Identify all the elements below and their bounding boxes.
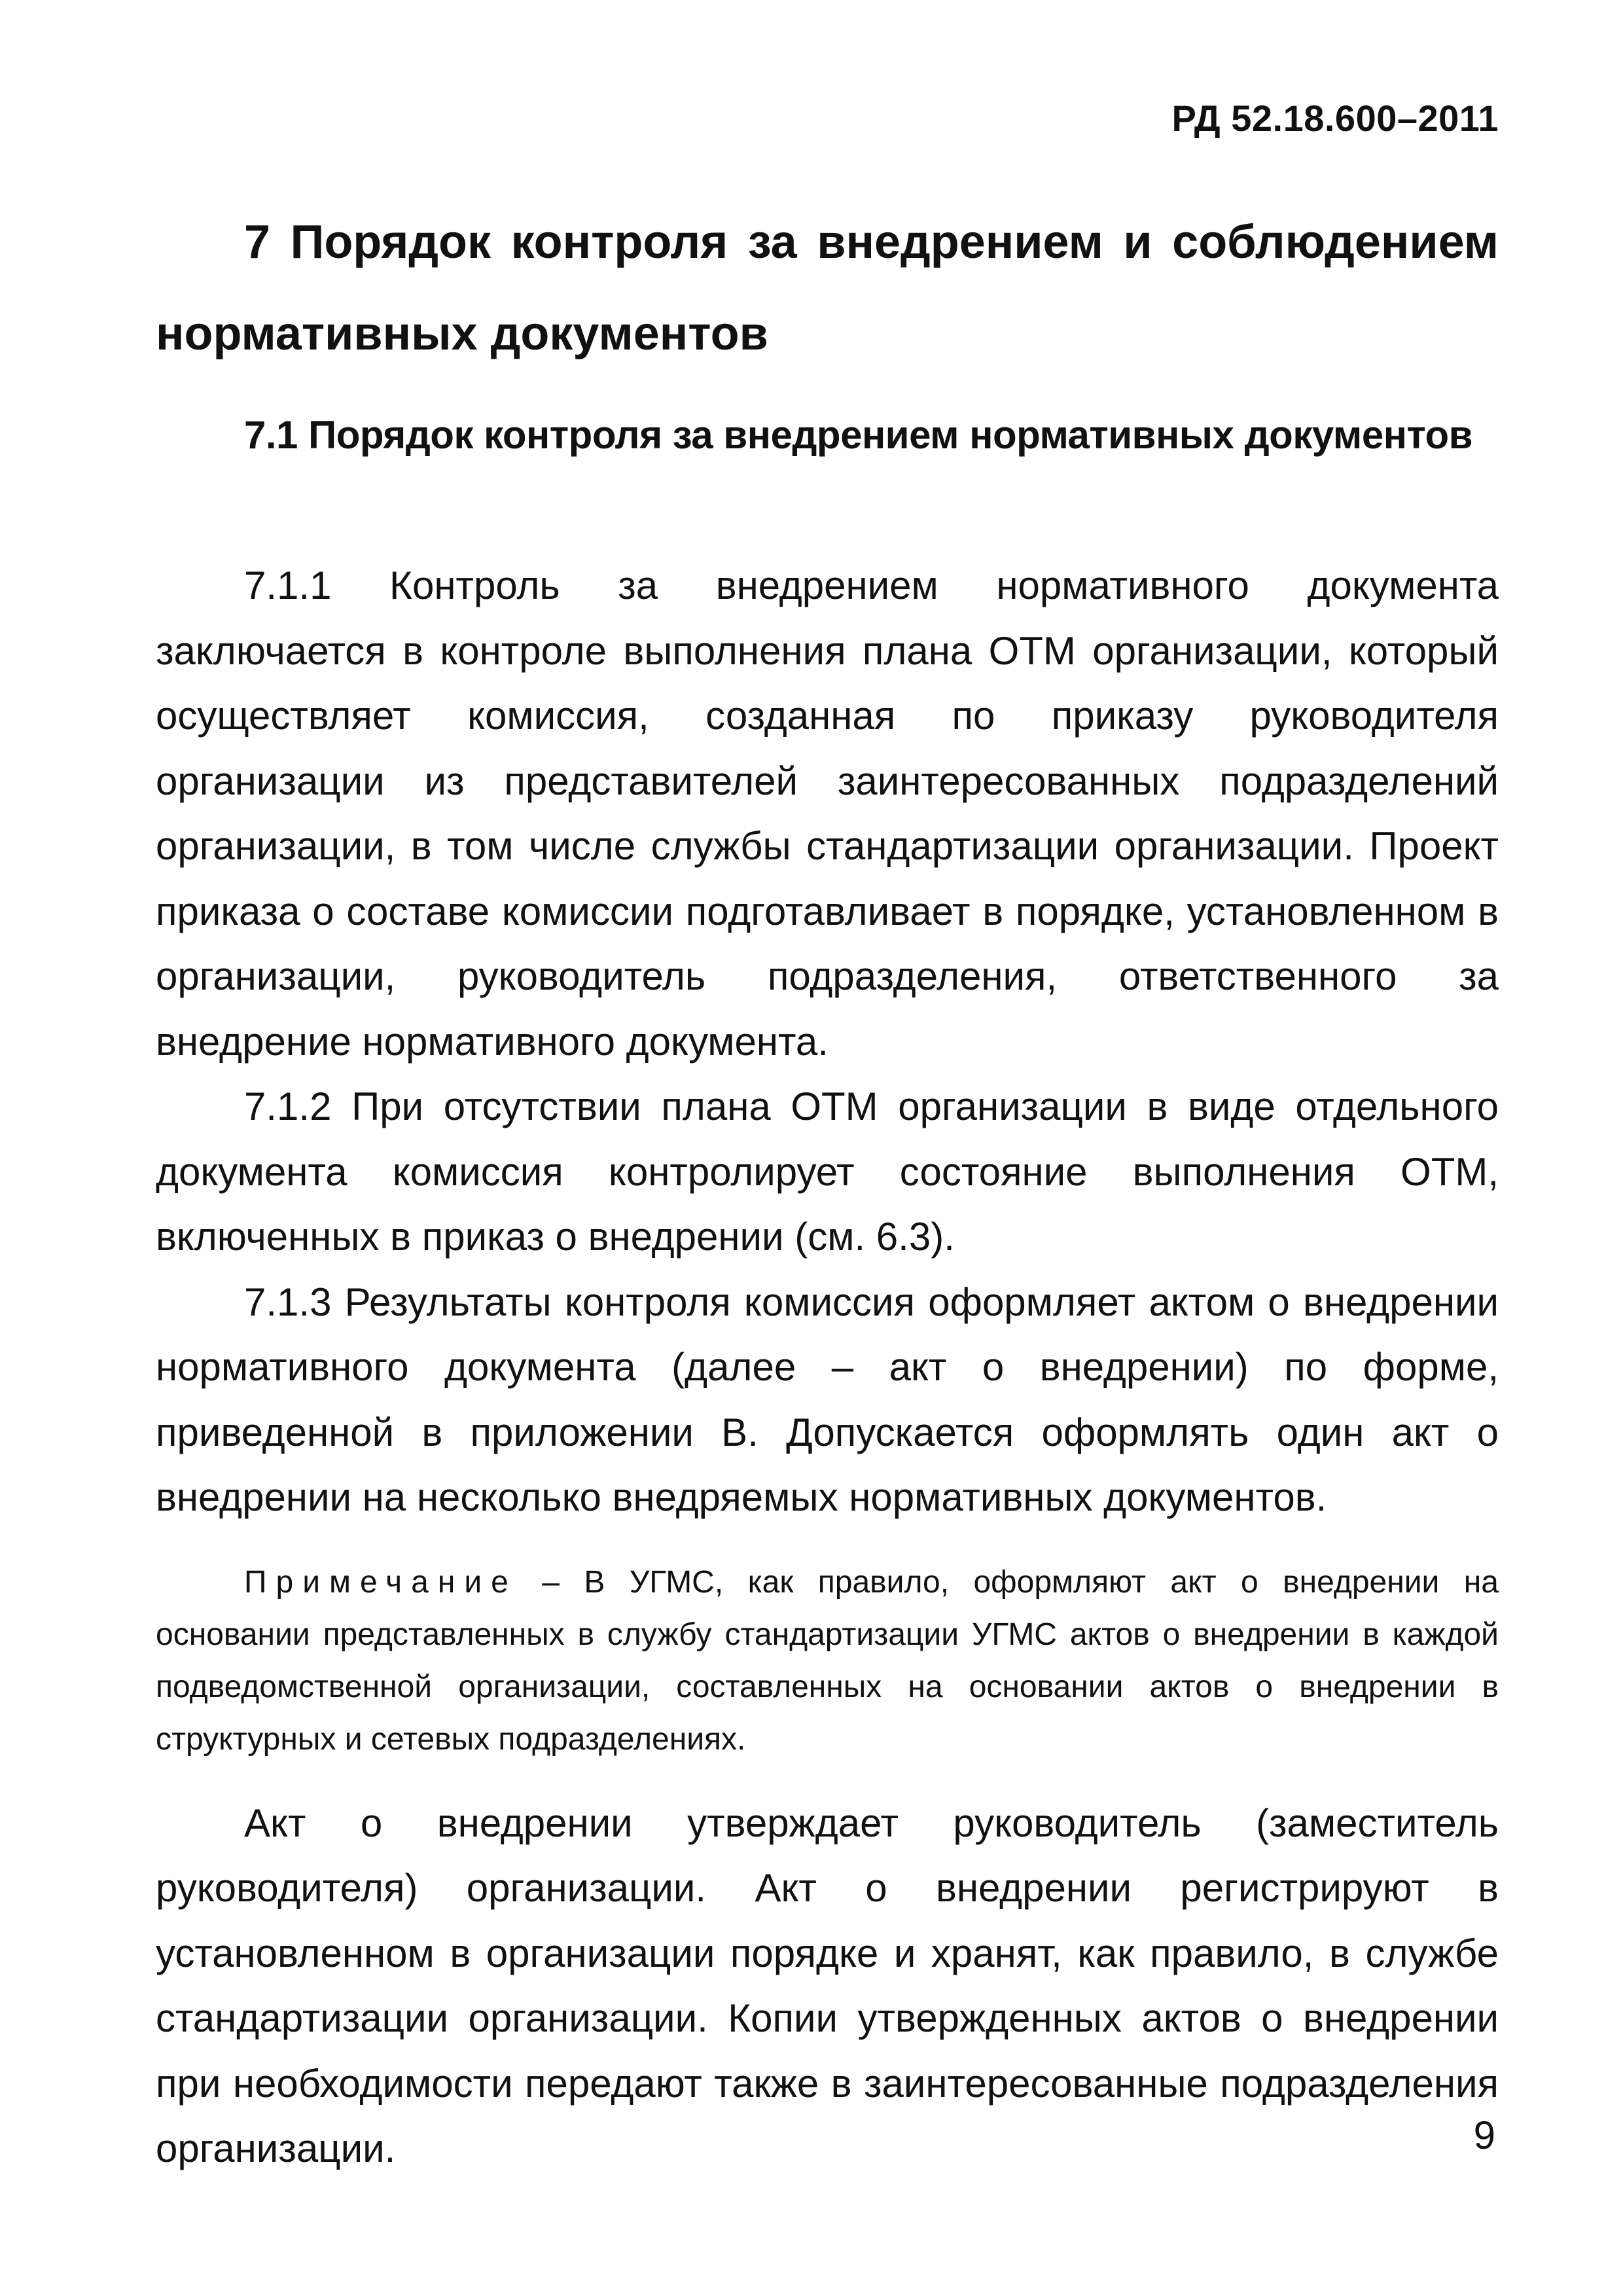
note-separator: – — [517, 1564, 584, 1600]
note — [156, 1556, 1499, 1766]
note-text: В УГМС, как правило, оформляют акт о внедрении на основании представленных в службу стандартизации УГМС актов о внедрении в каждой подведомственной организации, составленных на основании актов о внедрении в структурных и сетевых подразделениях. — [156, 1564, 1499, 1757]
paragraph-act-approval: Акт о внедрении утверждает руководитель (заместитель руководителя) организации. Акт о внедрении регистрируют в установленном в организации порядке и хранят, как правило, в службе стандартизации организации. Копии утвержденных актов о внедрении при необходимости передают также в заинтересованные подразделения организации. — [156, 1801, 1499, 2170]
note-label: Примечание — [244, 1564, 518, 1600]
document-code: РД 52.18.600–2011 — [1171, 98, 1499, 139]
paragraph-7-1-2: 7.1.2 При отсутствии плана ОТМ организации в виде отдельного документа комиссия контролирует состояние выполнения ОТМ, включенных в приказ о внедрении (см. 6.3). — [156, 1085, 1499, 1259]
section-title: 7 Порядок контроля за внедрением и соблюдением нормативных документов — [156, 216, 1499, 360]
page-number: 9 — [1473, 2113, 1495, 2157]
paragraph-7-1-1: 7.1.1 Контроль за внедрением нормативного документа заключается в контроле выполнения плана ОТМ организации, который осуществляет комиссия, созданная по приказу руководителя организации из представителей заинтересованных подразделений организации, в том числе службы стандартизации организации. Проект приказа о составе комиссии подготавливает в порядке, установленном в организации, руководитель подразделения, ответственного за внедрение нормативного документа. — [156, 564, 1499, 1064]
subsection-title: 7.1 Порядок контроля за внедрением нормативных документов — [244, 413, 1473, 457]
paragraph-7-1-3: 7.1.3 Результаты контроля комиссия оформляет актом о внедрении нормативного документа (далее – акт о внедрении) по форме, приведенной в приложении В. Допускается оформлять один акт о внедрении на несколько внедряемых нормативных документов. — [156, 1280, 1499, 1519]
body-text — [156, 553, 1499, 2181]
